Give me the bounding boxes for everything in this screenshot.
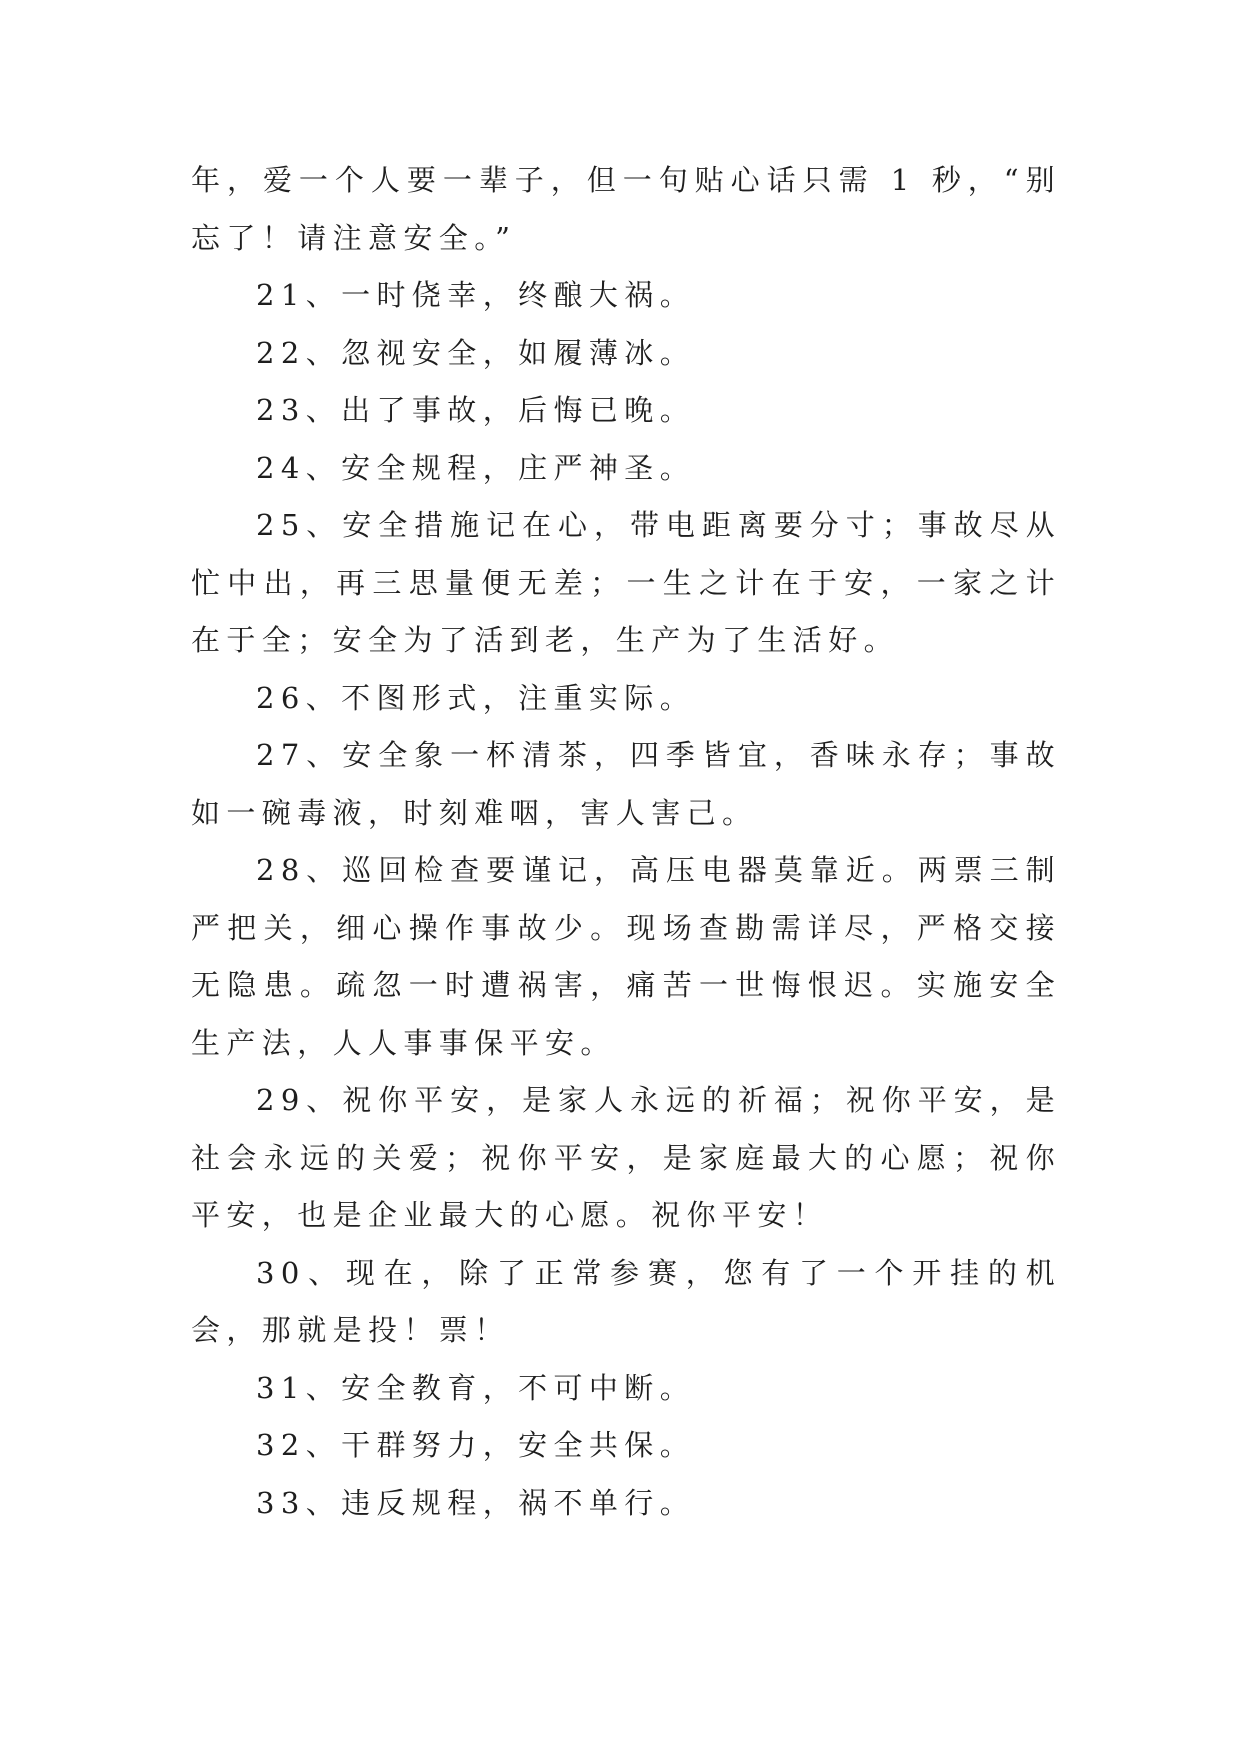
paragraph-21: 21、一时侥幸，终酿大祸。: [256, 278, 696, 312]
paragraph-24: 24、安全规程，庄严神圣。: [256, 450, 696, 485]
paragraph-30: 30、现在，除了正常参赛，您有了一个开挂的机会，那就是投！票！: [191, 1255, 1061, 1347]
paragraph-32: 32、干群努力，安全共保。: [256, 1428, 696, 1462]
paragraph-25: 25、安全措施记在心，带电距离要分寸；事故尽从忙中出，再三思量便无差；一生之计在于安，一家之计在于全；安全为了活到老，生产为了生活好。: [191, 508, 1061, 657]
paragraph-23: 23、出了事故，后悔已晚。: [256, 393, 696, 427]
paragraph-continuation: 年，爱一个人要一辈子，但一句贴心话只需 1 秒，“别忘了！请注意安全。”: [191, 163, 1061, 255]
paragraph-33: 33、违反规程，祸不单行。: [256, 1485, 696, 1520]
paragraph-31: 31、安全教育，不可中断。: [256, 1370, 696, 1405]
paragraph-27: 27、安全象一杯清茶，四季皆宜，香味永存；事故如一碗毒液，时刻难咽，害人害己。: [191, 738, 1061, 830]
paragraph-29: 29、祝你平安，是家人永远的祈福；祝你平安，是社会永远的关爱；祝你平安，是家庭最大的心愿；祝你平安，也是企业最大的心愿。祝你平安！: [191, 1083, 1061, 1232]
document-body: [191, 152, 1061, 1532]
paragraph-22: 22、忽视安全，如履薄冰。: [256, 335, 696, 370]
paragraph-28: 28、巡回检查要谨记，高压电器莫靠近。两票三制严把关，细心操作事故少。现场查勘需详尽，严格交接无隐患。疏忽一时遭祸害，痛苦一世悔恨迟。实施安全生产法，人人事事保平安。: [191, 853, 1061, 1060]
paragraph-26: 26、不图形式，注重实际。: [256, 680, 696, 715]
